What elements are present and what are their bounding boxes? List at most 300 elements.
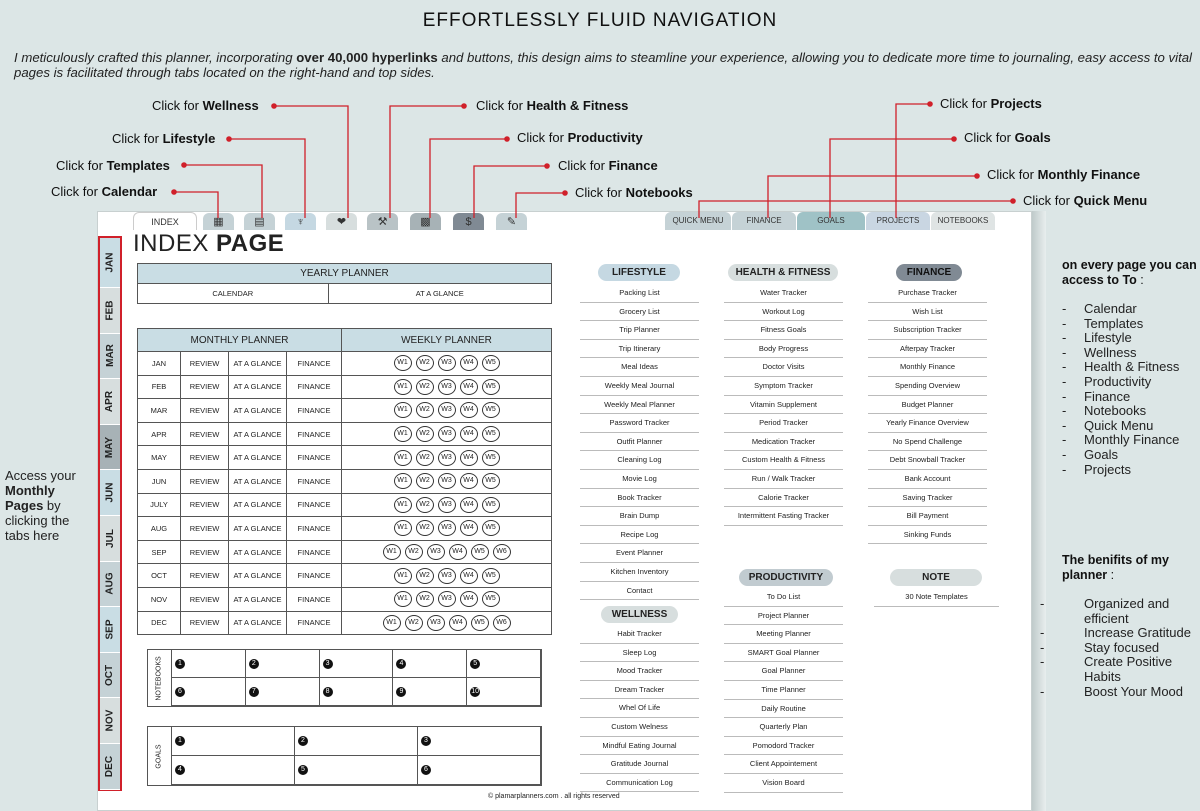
dash-marker: - <box>1040 683 1045 699</box>
goal-slot[interactable] <box>295 727 418 756</box>
glance-link[interactable]: AT A GLANCE <box>229 587 287 611</box>
review-link[interactable]: REVIEW <box>181 493 229 517</box>
week-button[interactable]: W5 <box>482 450 500 466</box>
number-badge: 8 <box>323 687 333 697</box>
glance-link[interactable]: AT A GLANCE <box>229 446 287 470</box>
month-tab-jan[interactable] <box>100 238 120 288</box>
week-button[interactable]: W1 <box>394 402 412 418</box>
table-row <box>138 352 552 376</box>
week-button[interactable]: W1 <box>383 615 401 631</box>
yearly-glance-link[interactable]: AT A GLANCE <box>328 284 551 304</box>
list-item[interactable]: Project Planner <box>724 607 843 626</box>
list-item[interactable]: Weekly Meal Journal <box>580 377 699 396</box>
week-button[interactable]: W2 <box>416 355 434 371</box>
list-item[interactable]: Dream Tracker <box>580 681 699 700</box>
finance-link[interactable]: FINANCE <box>287 540 342 564</box>
bullet-text: Organized and efficient <box>1084 596 1170 626</box>
finance-link[interactable]: FINANCE <box>287 587 342 611</box>
weekly-links <box>342 446 552 470</box>
week-button[interactable]: W1 <box>394 426 412 442</box>
list-item[interactable]: Calorie Tracker <box>724 489 843 508</box>
review-link[interactable]: REVIEW <box>181 446 229 470</box>
list-item[interactable]: Bill Payment <box>868 507 987 526</box>
left-note: Access your Monthly Pages by clicking the tabs here <box>5 468 76 543</box>
tab-notebooks[interactable] <box>496 213 527 230</box>
yearly-header: YEARLY PLANNER <box>138 264 552 284</box>
list-item[interactable]: SMART Goal Planner <box>724 644 843 663</box>
month-link[interactable]: NOV <box>138 587 181 611</box>
week-button[interactable]: W2 <box>416 497 434 513</box>
month-link[interactable]: DEC <box>138 611 181 635</box>
headline: EFFORTLESSLY FLUID NAVIGATION <box>422 10 778 31</box>
list-item[interactable]: Book Tracker <box>580 489 699 508</box>
list-item[interactable]: Doctor Visits <box>724 358 843 377</box>
review-link[interactable]: REVIEW <box>181 375 229 399</box>
list-item[interactable]: Meal Ideas <box>580 358 699 377</box>
month-tab-label: JUN <box>104 482 116 503</box>
week-button[interactable]: W5 <box>482 426 500 442</box>
yearly-calendar-link[interactable]: CALENDAR <box>138 284 329 304</box>
week-button[interactable]: W4 <box>460 450 478 466</box>
list-item[interactable]: Grocery List <box>580 303 699 322</box>
month-tab-sep[interactable] <box>100 607 120 653</box>
access-title: on every page you can access to To : <box>1062 258 1197 287</box>
week-button[interactable]: W4 <box>460 379 478 395</box>
week-button[interactable]: W1 <box>394 473 412 489</box>
week-button[interactable]: W1 <box>383 544 401 560</box>
notebook-slot[interactable] <box>246 650 320 678</box>
tab-lifestyle[interactable] <box>285 213 316 230</box>
week-button[interactable]: W2 <box>416 379 434 395</box>
month-link[interactable]: AUG <box>138 517 181 541</box>
list-item[interactable]: Kitchen Inventory <box>580 563 699 582</box>
callout-finance: Click for Finance <box>558 158 658 173</box>
bullet-item <box>1062 463 1200 478</box>
week-button[interactable]: W6 <box>493 544 511 560</box>
glance-link[interactable]: AT A GLANCE <box>229 611 287 635</box>
week-button[interactable]: W1 <box>394 450 412 466</box>
tab-quick-menu[interactable]: QUICK MENU <box>665 212 731 230</box>
week-button[interactable]: W5 <box>482 355 500 371</box>
health-header[interactable]: HEALTH & FITNESS <box>728 264 838 281</box>
finance-link[interactable]: FINANCE <box>287 399 342 423</box>
review-link[interactable]: REVIEW <box>181 564 229 588</box>
calendar-icon: ▦ <box>213 216 224 228</box>
month-tab-label: APR <box>104 390 116 413</box>
list-item[interactable]: Event Planner <box>580 544 699 563</box>
month-sidebar <box>98 236 122 791</box>
weekly-links <box>342 493 552 517</box>
month-tab-label: SEP <box>104 619 116 640</box>
weekly-header: WEEKLY PLANNER <box>342 329 552 352</box>
notebook-slot[interactable] <box>246 678 320 706</box>
table-row <box>138 517 552 541</box>
review-link[interactable]: REVIEW <box>181 469 229 493</box>
tab-projects[interactable]: PROJECTS <box>866 212 930 230</box>
week-button[interactable]: W5 <box>482 497 500 513</box>
list-item[interactable]: Password Tracker <box>580 414 699 433</box>
month-link[interactable]: SEP <box>138 540 181 564</box>
week-button[interactable]: W4 <box>460 402 478 418</box>
benefits-title: The benifits of my planner : <box>1062 553 1169 582</box>
list-item[interactable]: Weekly Meal Planner <box>580 396 699 415</box>
footer: © plamarplanners.com . all rights reserved <box>488 793 620 800</box>
week-button[interactable]: W2 <box>416 591 434 607</box>
notebook-slot[interactable] <box>467 678 541 706</box>
number-badge: 2 <box>249 659 259 669</box>
week-button[interactable]: W4 <box>460 426 478 442</box>
list-item[interactable]: Communication Log <box>580 774 699 793</box>
notebook-slot[interactable] <box>320 678 394 706</box>
list-item[interactable]: Purchase Tracker <box>868 284 987 303</box>
week-button[interactable]: W6 <box>493 615 511 631</box>
review-link[interactable]: REVIEW <box>181 540 229 564</box>
finance-link[interactable]: FINANCE <box>287 564 342 588</box>
intro-bold: over 40,000 hyperlinks <box>296 50 438 65</box>
month-link[interactable]: MAY <box>138 446 181 470</box>
month-tab-aug[interactable] <box>100 562 120 608</box>
list-item[interactable]: Debt Snowball Tracker <box>868 451 987 470</box>
bullet-text: Goals <box>1084 446 1118 462</box>
bullet-text: Increase Gratitude <box>1084 625 1191 641</box>
notebook-slot[interactable] <box>467 650 541 678</box>
week-button[interactable]: W2 <box>416 568 434 584</box>
weekly-links <box>342 422 552 446</box>
intro-part2: and buttons, this design aims to steamline your experience, allowing you to dedicate more time to journaling, easy access to vital pages is facilitated through tabs located on the right-hand and top sides. <box>14 50 1192 80</box>
list-item[interactable]: 30 Note Templates <box>874 588 999 607</box>
list-item[interactable]: To Do List <box>724 588 843 607</box>
month-link[interactable]: JUN <box>138 469 181 493</box>
list-item[interactable]: Brain Dump <box>580 507 699 526</box>
month-link[interactable]: APR <box>138 422 181 446</box>
finance-link[interactable]: FINANCE <box>287 493 342 517</box>
list-item[interactable]: Afterpay Tracker <box>868 340 987 359</box>
glance-link[interactable]: AT A GLANCE <box>229 352 287 376</box>
list-item[interactable]: Custom Welness <box>580 718 699 737</box>
dumbbell-icon: ⚒ <box>377 216 388 228</box>
week-button[interactable]: W5 <box>482 473 500 489</box>
week-button[interactable]: W3 <box>438 426 456 442</box>
weekly-links <box>342 540 552 564</box>
table-row <box>138 611 552 635</box>
bullet-item <box>1040 654 1200 684</box>
glance-link[interactable]: AT A GLANCE <box>229 517 287 541</box>
list-item[interactable]: Whel Of Life <box>580 699 699 718</box>
notebooks-box <box>147 649 542 707</box>
list-item[interactable]: Spending Overview <box>868 377 987 396</box>
week-button[interactable]: W4 <box>460 568 478 584</box>
review-link[interactable]: REVIEW <box>181 587 229 611</box>
week-button[interactable]: W2 <box>405 615 423 631</box>
bullet-text: Create Positive Habits <box>1084 654 1173 684</box>
list-item[interactable]: Habit Tracker <box>580 625 699 644</box>
tab-index[interactable]: INDEX <box>133 212 197 230</box>
list-item[interactable]: No Spend Challenge <box>868 433 987 452</box>
finance-link[interactable]: FINANCE <box>287 352 342 376</box>
notebooks-label: NOTEBOOKS <box>156 655 163 701</box>
number-badge: 6 <box>421 765 431 775</box>
number-badge: 4 <box>396 659 406 669</box>
note-header[interactable]: NOTE <box>890 569 982 586</box>
month-tab-jul[interactable] <box>100 516 120 562</box>
month-tab-label: FEB <box>104 300 116 321</box>
glance-link[interactable]: AT A GLANCE <box>229 540 287 564</box>
week-button[interactable]: W3 <box>438 402 456 418</box>
list-item[interactable]: Bank Account <box>868 470 987 489</box>
week-button[interactable]: W5 <box>482 591 500 607</box>
table-row <box>138 446 552 470</box>
glance-link[interactable]: AT A GLANCE <box>229 493 287 517</box>
week-button[interactable]: W5 <box>482 379 500 395</box>
list-item[interactable]: Client Appointement <box>724 755 843 774</box>
productivity-header[interactable]: PRODUCTIVITY <box>739 569 833 586</box>
list-item[interactable]: Goal Planner <box>724 662 843 681</box>
table-row <box>138 469 552 493</box>
list-item[interactable]: Outfit Planner <box>580 433 699 452</box>
list-item[interactable]: Wish List <box>868 303 987 322</box>
list-item[interactable]: Budget Planner <box>868 396 987 415</box>
table-row <box>138 399 552 423</box>
week-button[interactable]: W1 <box>394 591 412 607</box>
table-row <box>138 587 552 611</box>
goal-slot[interactable] <box>295 756 418 785</box>
week-button[interactable]: W4 <box>449 544 467 560</box>
notebook-slot[interactable] <box>393 678 467 706</box>
week-button[interactable]: W1 <box>394 497 412 513</box>
month-link[interactable]: OCT <box>138 564 181 588</box>
month-tab-apr[interactable] <box>100 379 120 425</box>
tab-finance-top[interactable]: FINANCE <box>732 212 796 230</box>
month-tab-nov[interactable] <box>100 698 120 744</box>
tab-goals[interactable]: GOALS <box>797 212 865 230</box>
bullet-item <box>1040 639 1200 656</box>
bullet-item <box>1040 596 1200 626</box>
tab-calendar[interactable] <box>203 213 234 230</box>
list-item[interactable]: Cleaning Log <box>580 451 699 470</box>
week-button[interactable]: W3 <box>438 450 456 466</box>
review-link[interactable]: REVIEW <box>181 517 229 541</box>
bullet-text: Notebooks <box>1084 403 1147 419</box>
week-button[interactable]: W2 <box>416 402 434 418</box>
list-item[interactable]: Gratitude Journal <box>580 755 699 774</box>
week-button[interactable]: W3 <box>438 473 456 489</box>
list-item[interactable]: Medication Tracker <box>724 433 843 452</box>
week-button[interactable]: W2 <box>416 520 434 536</box>
month-tab-label: AUG <box>104 572 116 595</box>
month-link[interactable]: JAN <box>138 352 181 376</box>
week-button[interactable]: W3 <box>438 497 456 513</box>
goal-slot[interactable] <box>172 756 295 785</box>
page-title: INDEX PAGE <box>133 230 285 257</box>
list-item[interactable]: Time Planner <box>724 681 843 700</box>
week-button[interactable]: W3 <box>438 520 456 536</box>
weekly-links <box>342 517 552 541</box>
bullet-item <box>1040 625 1200 641</box>
tab-productivity[interactable] <box>410 213 441 230</box>
notebook-slot[interactable] <box>172 650 246 678</box>
week-button[interactable]: W4 <box>460 473 478 489</box>
week-button[interactable]: W2 <box>416 426 434 442</box>
list-item[interactable]: Meeting Planner <box>724 625 843 644</box>
glance-link[interactable]: AT A GLANCE <box>229 422 287 446</box>
notebook-slot[interactable] <box>393 650 467 678</box>
list-item[interactable]: Symptom Tracker <box>724 377 843 396</box>
list-item[interactable]: Packing List <box>580 284 699 303</box>
goal-slot[interactable] <box>172 727 295 756</box>
week-button[interactable]: W3 <box>438 568 456 584</box>
dash-marker: - <box>1040 625 1045 641</box>
week-button[interactable]: W3 <box>438 355 456 371</box>
glance-link[interactable]: AT A GLANCE <box>229 375 287 399</box>
goal-slot[interactable] <box>418 756 541 785</box>
lifestyle-header[interactable]: LIFESTYLE <box>598 264 680 281</box>
week-button[interactable]: W5 <box>482 402 500 418</box>
review-link[interactable]: REVIEW <box>181 611 229 635</box>
week-button[interactable]: W1 <box>394 520 412 536</box>
week-button[interactable]: W3 <box>438 379 456 395</box>
goals-box <box>147 726 542 786</box>
list-item[interactable]: Mindful Eating Journal <box>580 737 699 756</box>
notebook-slot[interactable] <box>320 650 394 678</box>
week-button[interactable]: W5 <box>471 544 489 560</box>
finance-link[interactable]: FINANCE <box>287 446 342 470</box>
list-item[interactable]: Workout Log <box>724 303 843 322</box>
tab-wellness[interactable] <box>326 213 357 230</box>
finance-link[interactable]: FINANCE <box>287 611 342 635</box>
month-tab-oct[interactable] <box>100 653 120 699</box>
list-item[interactable]: Mood Tracker <box>580 662 699 681</box>
week-button[interactable]: W5 <box>482 520 500 536</box>
bullet-item <box>1040 683 1200 700</box>
list-item[interactable]: Vision Board <box>724 774 843 793</box>
list-item[interactable]: Monthly Finance <box>868 358 987 377</box>
week-button[interactable]: W5 <box>482 568 500 584</box>
tab-health[interactable] <box>367 213 398 230</box>
list-item[interactable]: Quarterly Plan <box>724 718 843 737</box>
weekly-links <box>342 469 552 493</box>
weekly-links <box>342 375 552 399</box>
week-button[interactable]: W2 <box>405 544 423 560</box>
month-link[interactable]: JULY <box>138 493 181 517</box>
bullet-item <box>1062 448 1200 463</box>
glance-link[interactable]: AT A GLANCE <box>229 564 287 588</box>
week-button[interactable]: W3 <box>438 591 456 607</box>
week-button[interactable]: W2 <box>416 450 434 466</box>
week-button[interactable]: W1 <box>394 568 412 584</box>
number-badge: 3 <box>421 736 431 746</box>
week-button[interactable]: W4 <box>460 497 478 513</box>
week-button[interactable]: W1 <box>394 355 412 371</box>
callout-quick-menu: Click for Quick Menu <box>1023 193 1148 208</box>
weekly-links <box>342 352 552 376</box>
list-item[interactable]: Trip Planner <box>580 321 699 340</box>
list-item[interactable]: Daily Routine <box>724 700 843 719</box>
glance-link[interactable]: AT A GLANCE <box>229 399 287 423</box>
list-item[interactable]: Contact <box>580 582 699 601</box>
month-tab-mar[interactable] <box>100 334 120 380</box>
week-button[interactable]: W2 <box>416 473 434 489</box>
table-row <box>138 540 552 564</box>
list-item[interactable]: Subscription Tracker <box>868 321 987 340</box>
table-row <box>138 375 552 399</box>
month-link[interactable]: FEB <box>138 375 181 399</box>
month-tab-jun[interactable] <box>100 470 120 516</box>
number-badge: 1 <box>175 736 185 746</box>
list-item[interactable]: Custom Health & Fitness <box>724 451 843 470</box>
tab-templates[interactable] <box>244 213 275 230</box>
month-link[interactable]: MAR <box>138 399 181 423</box>
finance-link[interactable]: FINANCE <box>287 517 342 541</box>
week-button[interactable]: W3 <box>427 615 445 631</box>
month-tab-feb[interactable] <box>100 288 120 334</box>
notebook-slot[interactable] <box>172 678 246 706</box>
list-item[interactable]: Yearly Finance Overview <box>868 414 987 433</box>
week-button[interactable]: W4 <box>460 355 478 371</box>
glance-link[interactable]: AT A GLANCE <box>229 469 287 493</box>
list-item[interactable]: Body Progress <box>724 340 843 359</box>
finance-link[interactable]: FINANCE <box>287 469 342 493</box>
dash-marker: - <box>1062 417 1067 433</box>
tab-finance[interactable] <box>453 213 484 230</box>
bullet-item <box>1062 433 1200 448</box>
review-link[interactable]: REVIEW <box>181 399 229 423</box>
list-item[interactable]: Trip Itinerary <box>580 340 699 359</box>
list-item[interactable]: Vitamin Supplement <box>724 396 843 415</box>
list-item[interactable]: Pomodord Tracker <box>724 737 843 756</box>
list-item[interactable]: Period Tracker <box>724 414 843 433</box>
month-tab-dec[interactable] <box>100 744 120 790</box>
list-item[interactable]: Fitness Goals <box>724 321 843 340</box>
bullet-text: Finance <box>1084 388 1131 404</box>
wellness-header[interactable]: WELLNESS <box>601 606 678 623</box>
month-tab-may[interactable] <box>100 425 120 471</box>
dash-marker: - <box>1062 373 1067 389</box>
week-button[interactable]: W4 <box>460 520 478 536</box>
month-tab-label: MAY <box>104 436 116 458</box>
callout-lifestyle: Click for Lifestyle <box>112 131 216 146</box>
weekly-links <box>342 564 552 588</box>
week-button[interactable]: W3 <box>427 544 445 560</box>
review-link[interactable]: REVIEW <box>181 352 229 376</box>
week-button[interactable]: W1 <box>394 379 412 395</box>
list-item[interactable]: Movie Log <box>580 470 699 489</box>
document-icon: ▤ <box>254 216 265 228</box>
bullet-text: Boost Your Mood <box>1084 683 1184 699</box>
list-item[interactable]: Sleep Log <box>580 644 699 663</box>
list-item[interactable]: Run / Walk Tracker <box>724 470 843 489</box>
list-item[interactable]: Water Tracker <box>724 284 843 303</box>
list-item[interactable]: Intermittent Fasting Tracker <box>724 507 843 526</box>
list-item[interactable]: Recipe Log <box>580 526 699 545</box>
week-button[interactable]: W5 <box>471 615 489 631</box>
review-link[interactable]: REVIEW <box>181 422 229 446</box>
goal-slot[interactable] <box>418 727 541 756</box>
callout-health: Click for Health & Fitness <box>476 98 629 113</box>
finance-link[interactable]: FINANCE <box>287 422 342 446</box>
list-item[interactable]: Saving Tracker <box>868 489 987 508</box>
dash-marker: - <box>1062 461 1067 477</box>
list-item[interactable]: Sinking Funds <box>868 526 987 545</box>
week-button[interactable]: W4 <box>460 591 478 607</box>
finance-header[interactable]: FINANCE <box>896 264 962 281</box>
tab-notebooks-top[interactable]: NOTEBOOKS <box>931 212 995 230</box>
table-row <box>138 422 552 446</box>
callout-productivity: Click for Productivity <box>517 130 643 145</box>
finance-link[interactable]: FINANCE <box>287 375 342 399</box>
month-tab-label: OCT <box>104 664 116 686</box>
week-button[interactable]: W4 <box>449 615 467 631</box>
dash-marker: - <box>1062 301 1067 316</box>
